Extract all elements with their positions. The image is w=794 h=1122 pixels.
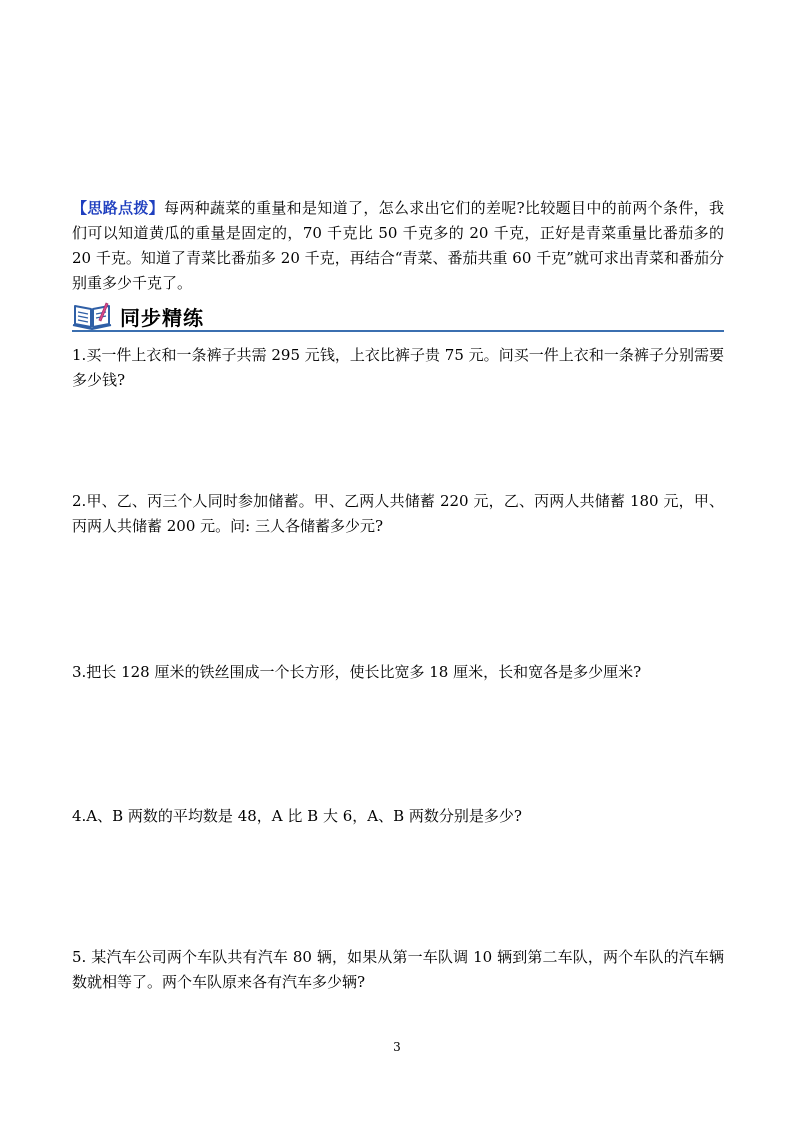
question-5: 5. 某汽车公司两个车队共有汽车 80 辆，如果从第一车队调 10 辆到第二车队，两个车队的汽车辆数就相等了。两个车队原来各有汽车多少辆? [72,948,724,991]
section-title: 同步精练 [120,306,204,330]
section-header [72,296,724,336]
question-4: 4.A、B 两数的平均数是 48，A 比 B 大 6，A、B 两数分别是多少? [72,807,522,825]
page-number: 3 [393,1040,401,1054]
question-1: 1.买一件上衣和一条裤子共需 295 元钱，上衣比裤子贵 75 元。问买一件上衣和一条裤子分别需要多少钱? [72,346,724,389]
open-book-icon [72,298,112,330]
question-3: 3.把长 128 厘米的铁丝围成一个长方形，使长比宽多 18 厘米，长和宽各是多少厘米? [72,663,642,681]
section-divider [72,330,724,332]
hint-paragraph [72,196,724,296]
hint-label: 【思路点拨】 [72,199,164,217]
hint-text: 每两种蔬菜的重量和是知道了，怎么求出它们的差呢?比较题目中的前两个条件，我们可以知道黄瓜的重量是固定的，70 千克比 50 千克多的 20 千克，正好是青菜重量比番茄多的 20 千克。知道了青菜比番茄多 20 千克，再结合“青菜、番茄共重 60 千克”就可求出青菜和番茄分别重多少千克了。 [72,199,724,292]
question-2: 2.甲、乙、丙三个人同时参加储蓄。甲、乙两人共储蓄 220 元，乙、丙两人共储蓄 180 元，甲、丙两人共储蓄 200 元。问: 三人各储蓄多少元? [72,492,724,535]
